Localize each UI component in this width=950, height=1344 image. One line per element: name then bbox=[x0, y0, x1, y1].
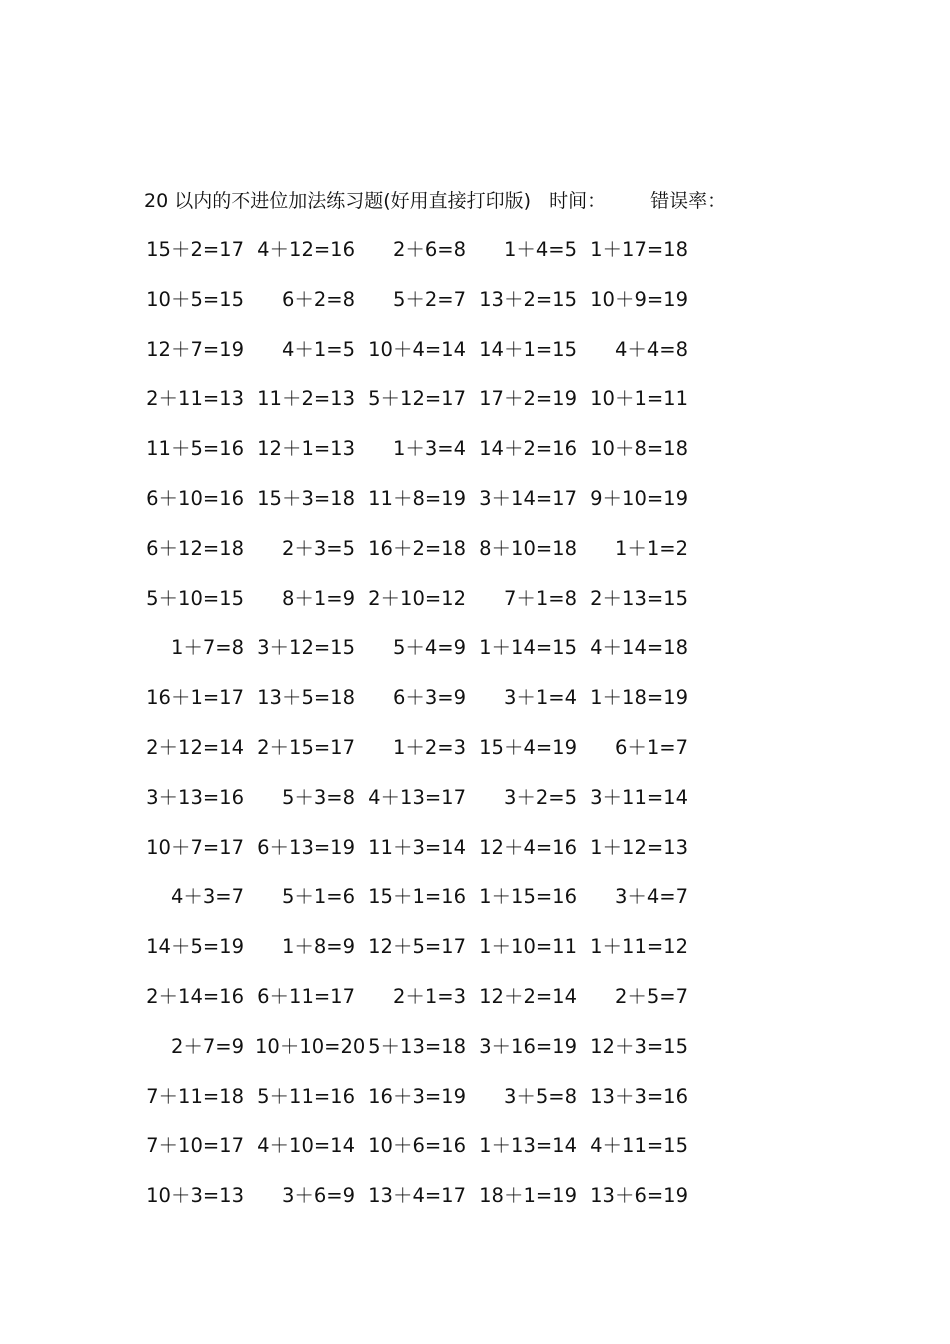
addition-problem: 1＋4=5 bbox=[503, 238, 577, 261]
addition-problem: 12＋2=14 bbox=[479, 984, 577, 1008]
worksheet-header bbox=[144, 186, 726, 216]
addition-problem: 14＋1=15 bbox=[479, 337, 577, 361]
addition-problem: 2＋15=17 bbox=[257, 735, 355, 759]
time-label: 时间： bbox=[549, 190, 607, 212]
worksheet-title: 20 以内的不进位加法练习题(好用直接打印版) bbox=[144, 190, 532, 212]
addition-problem: 2＋6=8 bbox=[392, 238, 466, 261]
addition-problem: 16＋2=18 bbox=[368, 536, 466, 560]
addition-problem: 6＋13=19 bbox=[257, 835, 355, 859]
addition-problem: 10＋5=15 bbox=[146, 287, 244, 311]
addition-problem: 1＋14=15 bbox=[479, 636, 577, 660]
addition-problem: 2＋11=13 bbox=[146, 387, 244, 411]
addition-problem: 1＋3=4 bbox=[392, 437, 466, 461]
problem-row bbox=[148, 484, 708, 534]
addition-problem: 9＋10=19 bbox=[590, 486, 688, 510]
problem-row bbox=[148, 235, 708, 285]
addition-problem: 1＋13=14 bbox=[479, 1134, 577, 1158]
problem-row bbox=[148, 683, 708, 733]
addition-problem: 4＋12=16 bbox=[257, 238, 355, 261]
addition-problem: 11＋8=19 bbox=[368, 486, 466, 510]
problem-row bbox=[148, 1131, 708, 1181]
addition-problem: 5＋4=9 bbox=[392, 636, 466, 660]
addition-problem: 1＋8=9 bbox=[281, 935, 355, 959]
addition-problem: 6＋3=9 bbox=[392, 686, 466, 710]
addition-problem: 2＋13=15 bbox=[590, 586, 688, 610]
addition-problem: 10＋6=16 bbox=[368, 1134, 466, 1158]
addition-problem: 15＋3=18 bbox=[257, 486, 355, 510]
addition-problem: 1＋10=11 bbox=[479, 935, 577, 959]
addition-problem: 14＋2=16 bbox=[479, 437, 577, 461]
addition-problem: 4＋14=18 bbox=[590, 636, 688, 660]
addition-problem: 1＋1=2 bbox=[614, 536, 688, 560]
problem-row bbox=[148, 285, 708, 335]
problem-row bbox=[148, 335, 708, 385]
addition-problem: 3＋5=8 bbox=[503, 1084, 577, 1108]
addition-problem: 1＋17=18 bbox=[590, 238, 688, 261]
addition-problem: 1＋12=13 bbox=[590, 835, 688, 859]
addition-problem: 5＋12=17 bbox=[368, 387, 466, 411]
addition-problem: 10＋7=17 bbox=[146, 835, 244, 859]
problem-row bbox=[148, 384, 708, 434]
addition-problem: 2＋1=3 bbox=[392, 984, 466, 1008]
addition-problem: 3＋2=5 bbox=[503, 785, 577, 809]
addition-problem: 13＋4=17 bbox=[368, 1184, 466, 1208]
addition-problem: 2＋10=12 bbox=[368, 586, 466, 610]
error-rate-label: 错误率： bbox=[650, 190, 727, 212]
addition-problem: 4＋1=5 bbox=[281, 337, 355, 361]
problem-row bbox=[148, 584, 708, 634]
addition-problem: 2＋3=5 bbox=[281, 536, 355, 560]
addition-problem: 5＋11=16 bbox=[257, 1084, 355, 1108]
addition-problem: 13＋5=18 bbox=[257, 686, 355, 710]
addition-problem: 1＋15=16 bbox=[479, 885, 577, 909]
addition-problem: 10＋10=20 bbox=[255, 1034, 366, 1058]
addition-problem: 5＋2=7 bbox=[392, 287, 466, 311]
addition-problem: 15＋4=19 bbox=[479, 735, 577, 759]
addition-problem: 3＋6=9 bbox=[281, 1184, 355, 1208]
addition-problem: 2＋12=14 bbox=[146, 735, 244, 759]
addition-problem: 3＋4=7 bbox=[614, 885, 688, 909]
addition-problem: 11＋2=13 bbox=[257, 387, 355, 411]
addition-problem: 10＋1=11 bbox=[590, 387, 688, 411]
addition-problem: 4＋10=14 bbox=[257, 1134, 355, 1158]
addition-problem: 10＋4=14 bbox=[368, 337, 466, 361]
addition-problem: 3＋1=4 bbox=[503, 686, 577, 710]
addition-problem: 12＋7=19 bbox=[146, 337, 244, 361]
addition-problem: 16＋1=17 bbox=[146, 686, 244, 710]
addition-problem: 6＋11=17 bbox=[257, 984, 355, 1008]
addition-problem: 3＋11=14 bbox=[590, 785, 688, 809]
addition-problem: 10＋8=18 bbox=[590, 437, 688, 461]
addition-problem: 8＋10=18 bbox=[479, 536, 577, 560]
addition-problem: 6＋1=7 bbox=[614, 735, 688, 759]
addition-problem: 1＋11=12 bbox=[590, 935, 688, 959]
addition-problem: 4＋3=7 bbox=[170, 885, 244, 909]
addition-problem: 5＋10=15 bbox=[146, 586, 244, 610]
addition-problem: 4＋4=8 bbox=[614, 337, 688, 361]
problem-row bbox=[148, 534, 708, 584]
addition-problem: 3＋16=19 bbox=[479, 1034, 577, 1058]
addition-problem: 4＋11=15 bbox=[590, 1134, 688, 1158]
addition-problem: 15＋2=17 bbox=[146, 238, 244, 261]
problem-row bbox=[148, 1181, 708, 1231]
addition-problem: 12＋1=13 bbox=[257, 437, 355, 461]
addition-problem: 10＋3=13 bbox=[146, 1184, 244, 1208]
addition-problem: 11＋3=14 bbox=[368, 835, 466, 859]
problem-row bbox=[148, 783, 708, 833]
addition-problem: 16＋3=19 bbox=[368, 1084, 466, 1108]
addition-problem: 1＋2=3 bbox=[392, 735, 466, 759]
addition-problem: 10＋9=19 bbox=[590, 287, 688, 311]
addition-problem: 2＋14=16 bbox=[146, 984, 244, 1008]
addition-problem: 6＋2=8 bbox=[281, 287, 355, 311]
problem-row bbox=[148, 982, 708, 1032]
addition-problem: 18＋1=19 bbox=[479, 1184, 577, 1208]
problem-row bbox=[148, 434, 708, 484]
addition-problem: 13＋6=19 bbox=[590, 1184, 688, 1208]
addition-problem: 2＋5=7 bbox=[614, 984, 688, 1008]
addition-problem: 5＋1=6 bbox=[281, 885, 355, 909]
addition-problem: 6＋12=18 bbox=[146, 536, 244, 560]
addition-problem: 1＋18=19 bbox=[590, 686, 688, 710]
addition-problem: 7＋1=8 bbox=[503, 586, 577, 610]
addition-problem: 11＋5=16 bbox=[146, 437, 244, 461]
addition-problem: 8＋1=9 bbox=[281, 586, 355, 610]
addition-problem: 6＋10=16 bbox=[146, 486, 244, 510]
problem-row bbox=[148, 733, 708, 783]
addition-problem: 7＋11=18 bbox=[146, 1084, 244, 1108]
problem-row bbox=[148, 833, 708, 883]
problem-grid bbox=[148, 235, 708, 1231]
problem-row bbox=[148, 1032, 708, 1082]
addition-problem: 3＋13=16 bbox=[146, 785, 244, 809]
addition-problem: 12＋4=16 bbox=[479, 835, 577, 859]
addition-problem: 4＋13=17 bbox=[368, 785, 466, 809]
addition-problem: 13＋2=15 bbox=[479, 287, 577, 311]
addition-problem: 12＋3=15 bbox=[590, 1034, 688, 1058]
addition-problem: 5＋13=18 bbox=[368, 1034, 466, 1058]
addition-problem: 2＋7=9 bbox=[170, 1034, 244, 1058]
addition-problem: 7＋10=17 bbox=[146, 1134, 244, 1158]
addition-problem: 15＋1=16 bbox=[368, 885, 466, 909]
problem-row bbox=[148, 882, 708, 932]
addition-problem: 3＋14=17 bbox=[479, 486, 577, 510]
addition-problem: 14＋5=19 bbox=[146, 935, 244, 959]
addition-problem: 1＋7=8 bbox=[170, 636, 244, 660]
problem-row bbox=[148, 932, 708, 982]
problem-row bbox=[148, 1082, 708, 1132]
problem-row bbox=[148, 633, 708, 683]
addition-problem: 17＋2=19 bbox=[479, 387, 577, 411]
addition-problem: 5＋3=8 bbox=[281, 785, 355, 809]
addition-problem: 13＋3=16 bbox=[590, 1084, 688, 1108]
addition-problem: 12＋5=17 bbox=[368, 935, 466, 959]
addition-problem: 3＋12=15 bbox=[257, 636, 355, 660]
